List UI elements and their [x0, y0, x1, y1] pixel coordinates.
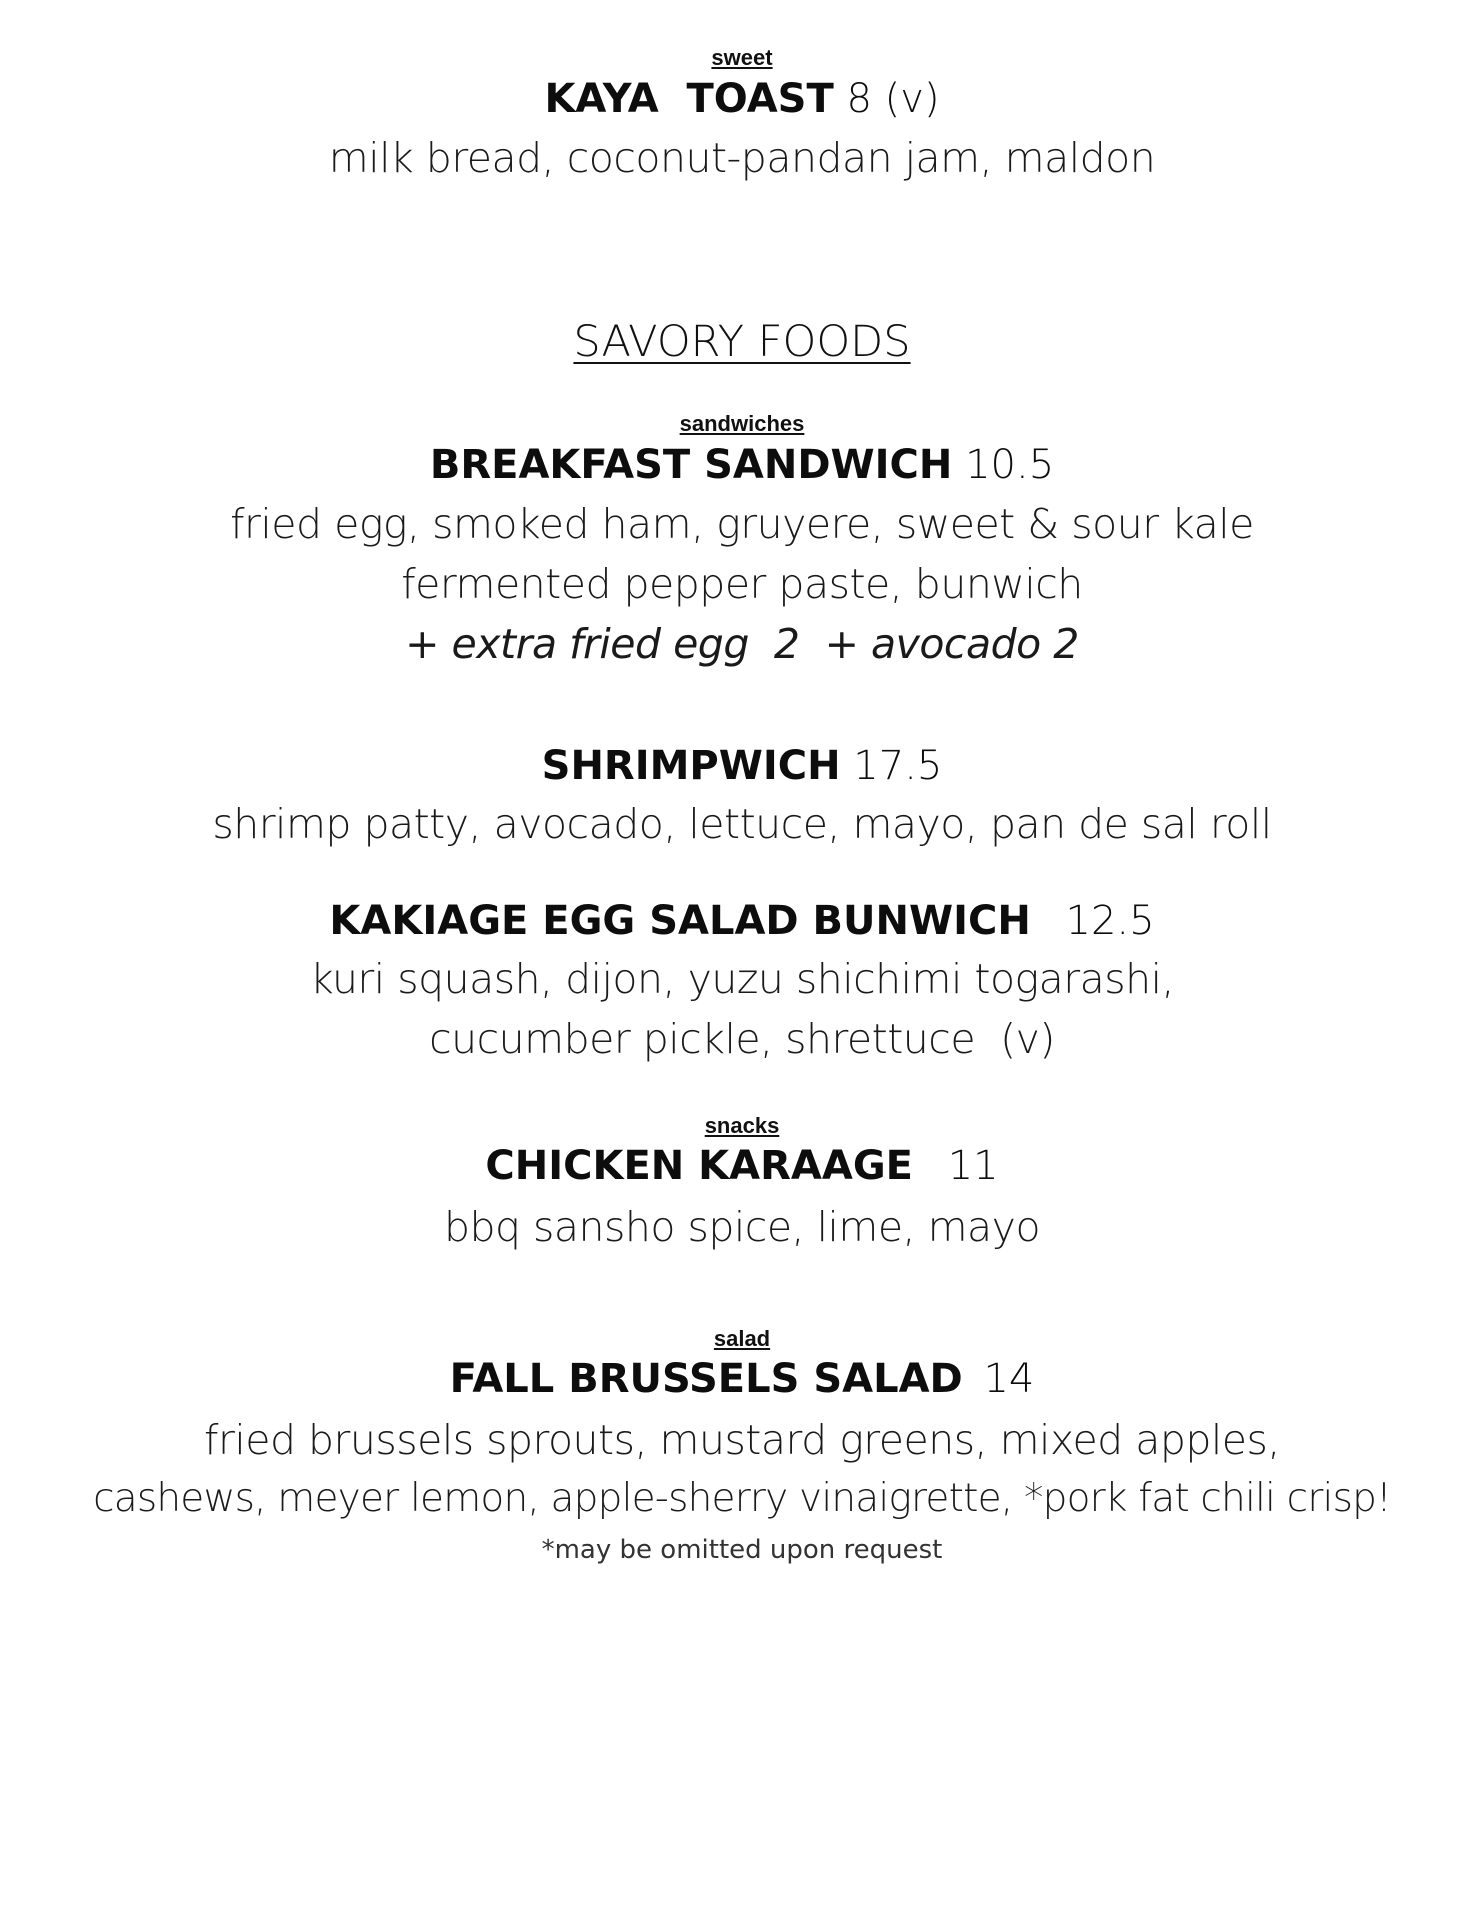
- menu-item-breakfast-sandwich: [0, 442, 1484, 488]
- item-name: KAYA TOAST: [544, 76, 834, 122]
- item-price: 12.5: [1065, 898, 1155, 944]
- item-footnote: *may be omitted upon request: [541, 1535, 943, 1565]
- item-addons: + extra fried egg 2 + avocado 2: [405, 620, 1079, 668]
- item-name: BREAKFAST SANDWICH: [429, 442, 953, 488]
- item-price: 14: [983, 1356, 1035, 1402]
- menu-item-kaya-toast: [0, 76, 1484, 122]
- menu-item-chicken-karaage: [0, 1143, 1484, 1189]
- item-price: 11: [947, 1143, 999, 1189]
- item-price: 10.5: [965, 442, 1055, 488]
- item-description: kuri squash, dijon, yuzu shichimi togarashi,: [309, 955, 1175, 1003]
- category-snacks: snacks: [704, 1113, 780, 1138]
- item-description: cashews, meyer lemon, apple-sherry vinaigrette, *pork fat chili crisp!: [93, 1476, 1391, 1521]
- item-description: fried egg, smoked ham, gruyere, sweet & sour kale: [230, 500, 1254, 548]
- item-description: milk bread, coconut-pandan jam, maldon: [328, 134, 1156, 182]
- item-name: SHRIMPWICH: [541, 743, 841, 789]
- item-description: bbq sansho spice, lime, mayo: [443, 1203, 1041, 1251]
- menu-item-fall-brussels-salad: [0, 1356, 1484, 1402]
- section-title-savory-foods: SAVORY FOODS: [573, 317, 911, 367]
- item-description: cucumber pickle, shrettuce (v): [429, 1015, 1055, 1063]
- menu-item-shrimpwich: [0, 743, 1484, 789]
- item-name: KAKIAGE EGG SALAD BUNWICH: [329, 898, 1031, 944]
- item-price: 17.5: [853, 743, 943, 789]
- category-sandwiches: sandwiches: [679, 411, 805, 436]
- category-salad: salad: [713, 1326, 771, 1351]
- item-description: fried brussels sprouts, mustard greens, mixed apples,: [204, 1416, 1280, 1464]
- item-description: shrimp patty, avocado, lettuce, mayo, pan de sal roll: [212, 800, 1272, 848]
- category-sweet: sweet: [711, 45, 773, 70]
- item-name: CHICKEN KARAAGE: [485, 1143, 913, 1189]
- item-price: 8 (v): [846, 76, 940, 122]
- menu-item-kakiage-egg-salad-bunwich: [0, 898, 1484, 944]
- item-description: fermented pepper paste, bunwich: [401, 560, 1083, 608]
- item-name: FALL BRUSSELS SALAD: [449, 1356, 963, 1402]
